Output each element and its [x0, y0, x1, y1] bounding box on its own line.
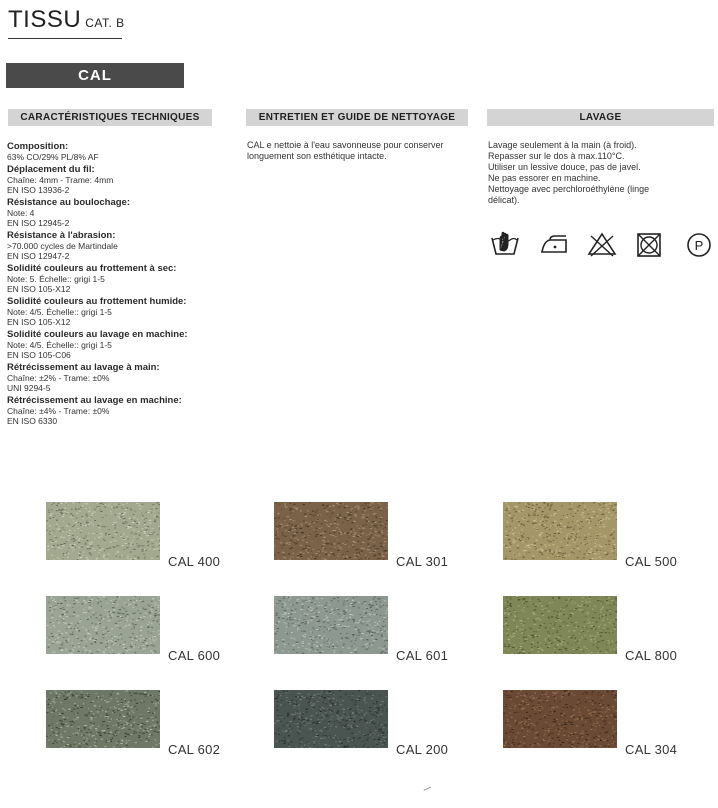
product-name: CAL — [78, 67, 112, 84]
fabric-swatch — [274, 596, 388, 654]
spec-label: Rétrécissement au lavage en machine: — [7, 395, 182, 406]
spec-value: EN ISO 6330 — [7, 416, 58, 426]
spec-value: Note: 4 — [7, 208, 35, 218]
title-underline — [8, 38, 122, 39]
spec-label: Solidité couleurs au lavage en machine: — [7, 329, 188, 340]
spec-label: Solidité couleurs au frottement humide: — [7, 296, 187, 307]
fabric-swatch — [274, 690, 388, 748]
title-text: TISSU — [8, 6, 82, 33]
no-tumble-dry-icon — [634, 230, 664, 258]
washing-line: Utiliser un lessive douce, pas de javel. — [488, 162, 641, 172]
spec-label: Déplacement du fil: — [7, 164, 95, 175]
fabric-swatch — [503, 596, 617, 654]
spec-value: Chaîne: 4mm - Trame: 4mm — [7, 175, 114, 185]
spec-value: Note: 4/5. Échelle:: grigi 1-5 — [7, 307, 112, 317]
spec-value: EN ISO 105-X12 — [7, 317, 71, 327]
fabric-swatch — [46, 690, 160, 748]
swatch-code: CAL 200 — [396, 742, 449, 757]
fabric-swatch — [46, 596, 160, 654]
swatch-code: CAL 602 — [168, 742, 221, 757]
page-title — [8, 6, 125, 34]
iron-low-icon — [538, 230, 570, 258]
spec-value: Chaîne: ±2% - Trame: ±0% — [7, 373, 110, 383]
stray-mark — [424, 786, 433, 793]
fabric-swatch — [503, 690, 617, 748]
spec-value: UNI 9294-5 — [7, 383, 51, 393]
spec-value: EN ISO 105-C06 — [7, 350, 71, 360]
spec-value: >70.000 cycles de Martindale — [7, 241, 118, 251]
product-name-bar — [6, 63, 184, 88]
spec-label: Résistance au boulochage: — [7, 197, 131, 208]
swatch-code: CAL 304 — [625, 742, 678, 757]
swatch-code: CAL 601 — [396, 648, 449, 663]
care-symbols — [488, 230, 713, 262]
care-section-header: ENTRETIEN ET GUIDE DE NETTOYAGE — [246, 109, 468, 126]
fabric-swatch — [274, 502, 388, 560]
swatch-code: CAL 301 — [396, 554, 449, 569]
spec-value: Note: 4/5. Échelle:: grigi 1-5 — [7, 340, 112, 350]
washing-line: Repasser sur le dos à max.110°C. — [488, 151, 625, 161]
dry-clean-letter: P — [694, 238, 704, 253]
fabric-swatch — [46, 502, 160, 560]
spec-label: Solidité couleurs au frottement à sec: — [7, 263, 177, 274]
spec-label: Résistance à l'abrasion: — [7, 230, 116, 241]
swatch-code: CAL 500 — [625, 554, 678, 569]
spec-label: Rétrécissement au lavage à main: — [7, 362, 160, 373]
fabric-swatch — [503, 502, 617, 560]
spec-value: EN ISO 12945-2 — [7, 218, 70, 228]
washing-line: délicat). — [488, 195, 520, 205]
spec-label: Composition: — [7, 141, 69, 152]
washing-line: Nettoyage avec perchloroéthylène (linge — [488, 184, 650, 194]
washing-line: Lavage seulement à la main (à froid). — [488, 140, 637, 150]
spec-value: EN ISO 105-X12 — [7, 284, 71, 294]
washing-section-header: LAVAGE — [487, 109, 714, 126]
no-bleach-icon — [586, 230, 618, 258]
hand-wash-icon — [490, 230, 520, 258]
washing-instructions — [488, 140, 713, 206]
washing-line: Ne pas essorer en machine. — [488, 173, 601, 183]
swatch-code: CAL 400 — [168, 554, 221, 569]
spec-value: Note: 5. Échelle:: grigi 1-5 — [7, 274, 105, 284]
swatch-code: CAL 800 — [625, 648, 678, 663]
swatch-code: CAL 600 — [168, 648, 221, 663]
spec-value: EN ISO 13936-2 — [7, 185, 70, 195]
technical-specs-list — [7, 139, 237, 426]
spec-value: EN ISO 12947-2 — [7, 251, 70, 261]
dry-clean-p-icon — [684, 230, 714, 260]
spec-value: Chaîne: ±4% - Trame: ±0% — [7, 406, 110, 416]
category-label: CAT. B — [85, 16, 125, 30]
care-guide-text: CAL e nettoie à l'eau savonneuse pour conserver longuement son esthétique intacte. — [247, 140, 444, 161]
technical-section-header: CARACTÉRISTIQUES TECHNIQUES — [8, 109, 212, 126]
spec-value: 63% CO/29% PL/8% AF — [7, 152, 99, 162]
